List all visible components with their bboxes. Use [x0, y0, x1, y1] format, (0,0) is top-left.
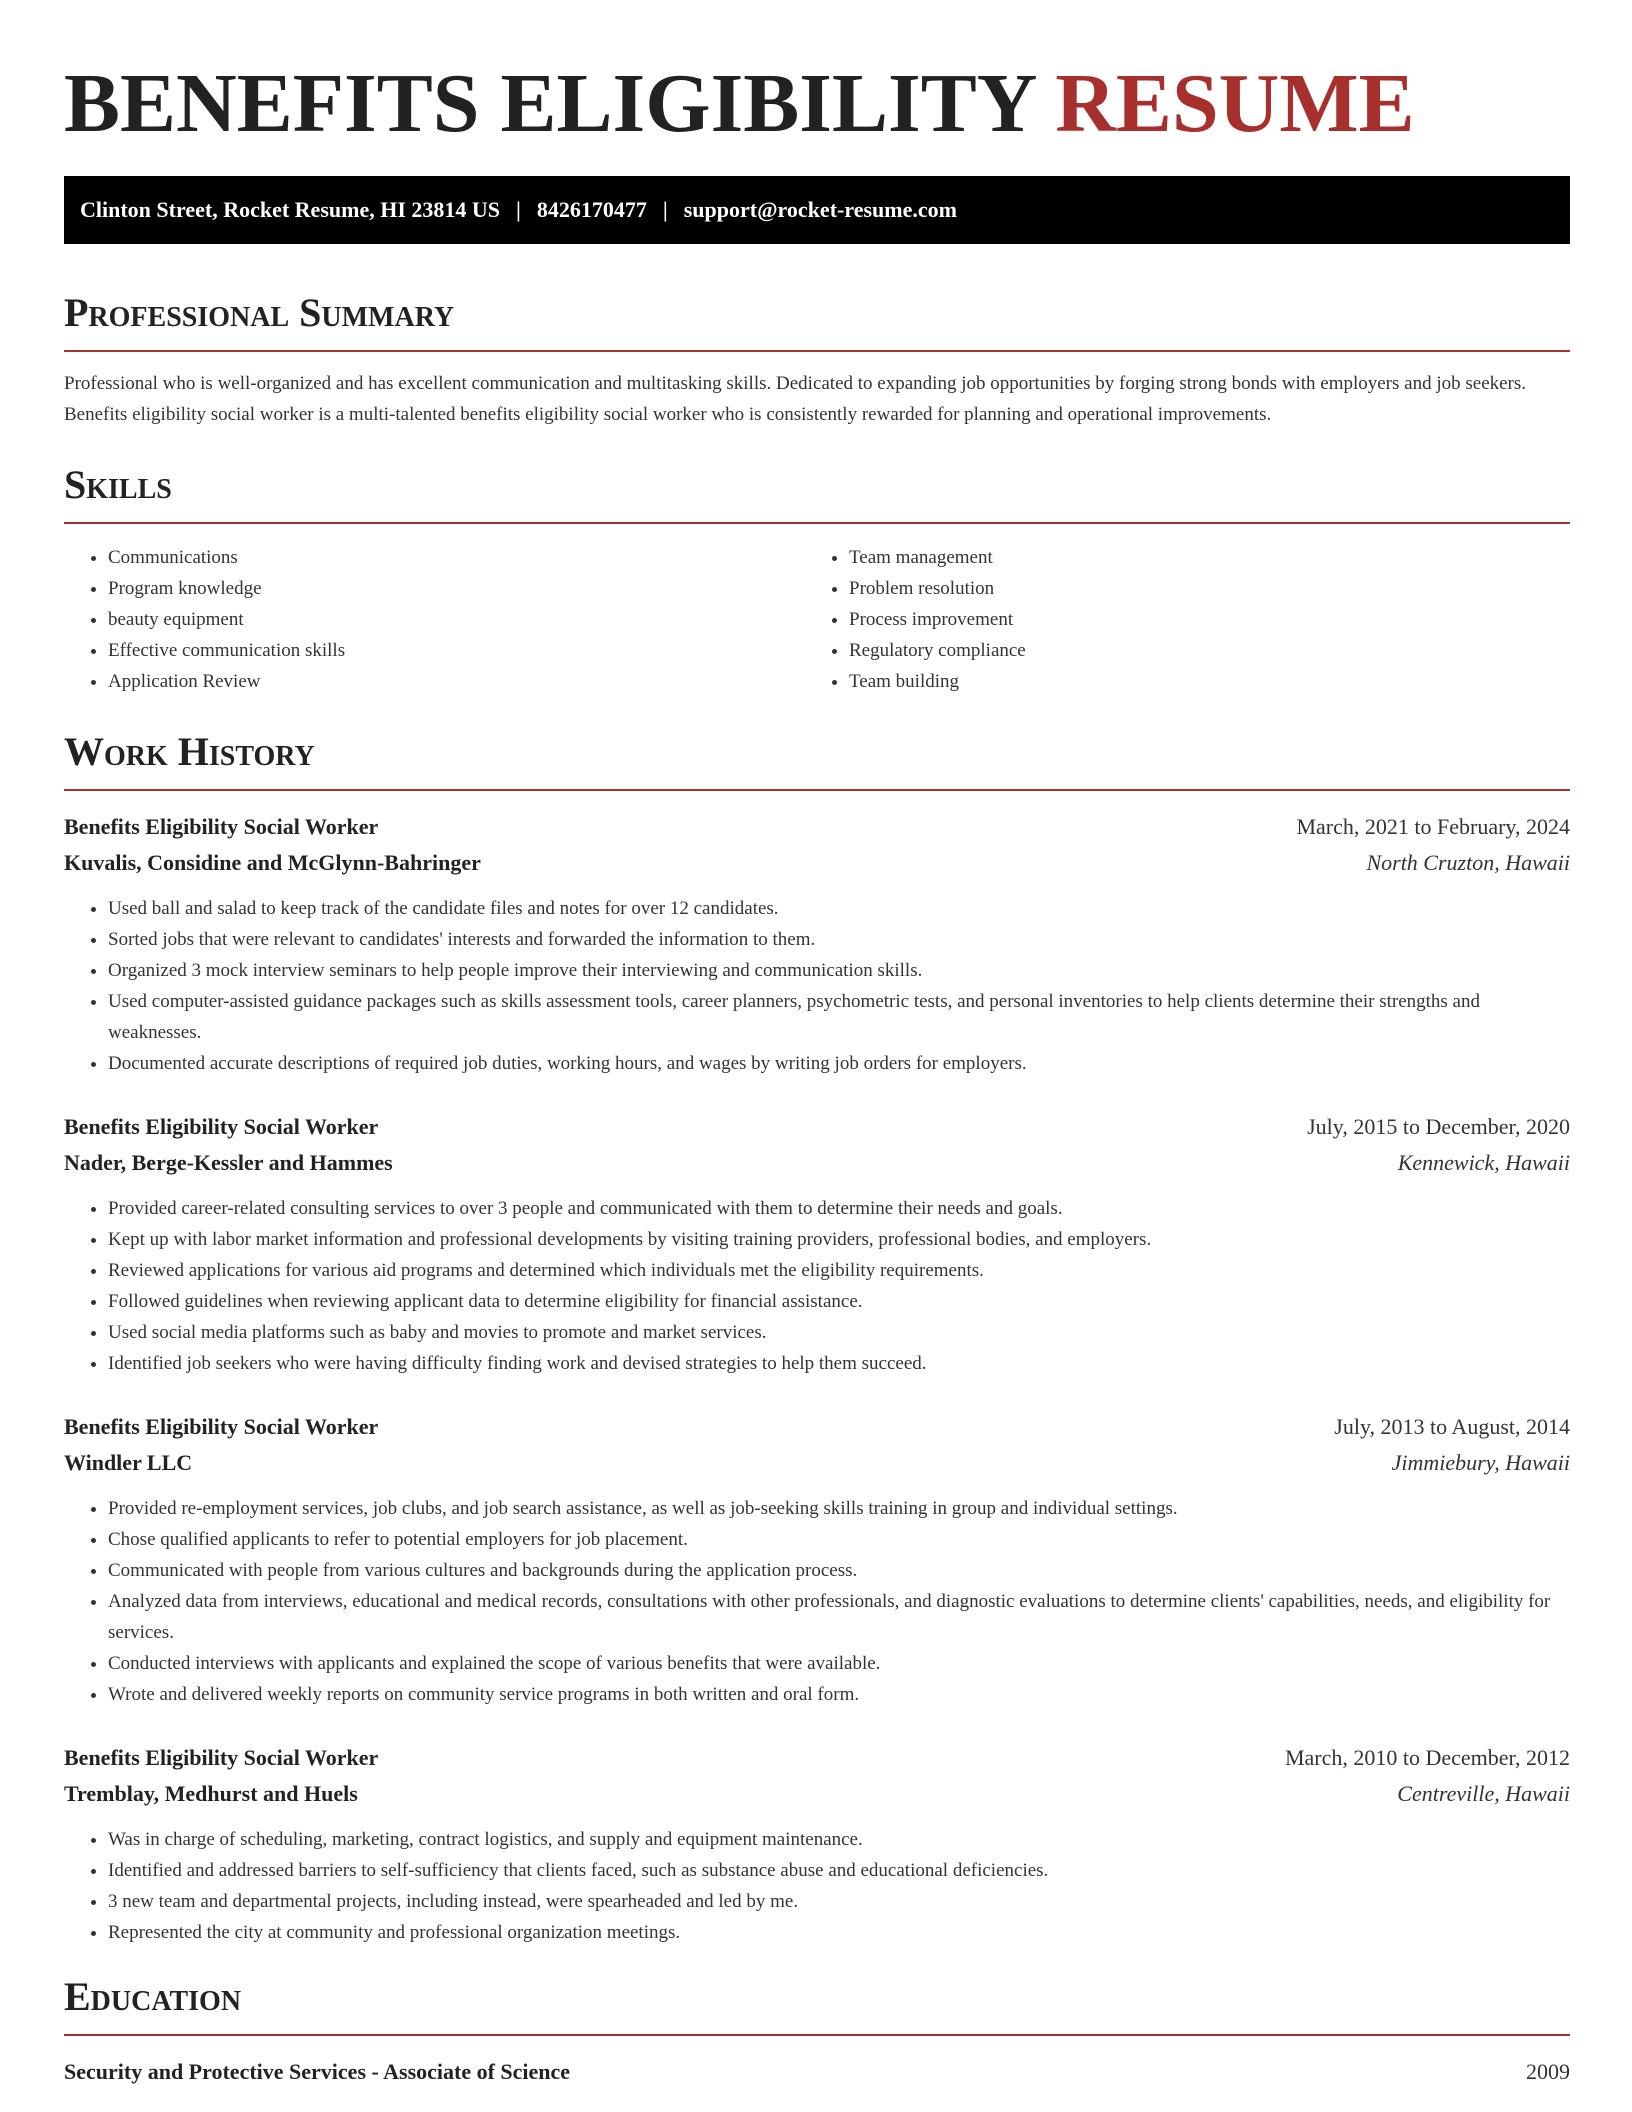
job-title: Benefits Eligibility Social Worker — [64, 1414, 379, 1439]
job-bullet: • Analyzed data from interviews, educational and medical records, consultations with other professionals, and diagnostic evaluations to determine clients' capabilities, needs, and eligibility for services. — [108, 1586, 1570, 1648]
job-company: Nader, Berge-Kessler and Hammes — [64, 1150, 393, 1175]
contact-email: support@rocket-resume.com — [683, 197, 957, 222]
education-heading: Education — [64, 1974, 242, 2019]
resume-title — [64, 54, 1570, 154]
education-degree: Security and Protective Services - Associate of Science — [64, 2059, 571, 2084]
job-bullet: • Provided re-employment services, job clubs, and job search assistance, as well as job-seeking skills training in group and individual settings. — [108, 1493, 1570, 1524]
job-bullet: • Wrote and delivered weekly reports on community service programs in both written and oral form. — [108, 1679, 1570, 1710]
section-divider — [64, 2034, 1570, 2036]
job-dates: July, 2015 to December, 2020 — [1307, 1114, 1570, 1139]
job-bullet: • Followed guidelines when reviewing applicant data to determine eligibility for financial assistance. — [108, 1286, 1570, 1317]
job-bullet: • 3 new team and departmental projects, including instead, were spearheaded and led by me. — [108, 1886, 1570, 1917]
summary-heading: Professional Summary — [64, 290, 455, 335]
work-history-section — [64, 727, 1570, 1948]
job-bullet: • Documented accurate descriptions of required job duties, working hours, and wages by writing job orders for employers. — [108, 1048, 1570, 1079]
job-location: Jimmiebury, Hawaii — [1391, 1450, 1570, 1475]
job-company-row — [64, 1776, 1570, 1812]
job-title: Benefits Eligibility Social Worker — [64, 814, 379, 839]
contact-separator: | — [662, 197, 668, 222]
section-divider — [64, 789, 1570, 791]
job-company: Tremblay, Medhurst and Huels — [64, 1781, 358, 1806]
job-bullet: • Identified job seekers who were having difficulty finding work and devised strategies to help them succeed. — [108, 1348, 1570, 1379]
job-title: Benefits Eligibility Social Worker — [64, 1114, 379, 1139]
skill-item: • Communications — [108, 542, 805, 573]
skill-item: • Program knowledge — [108, 573, 805, 604]
job-dates: July, 2013 to August, 2014 — [1334, 1414, 1570, 1439]
contact-separator: | — [516, 197, 521, 222]
title-main: BENEFITS ELIGIBILITY — [64, 57, 1035, 150]
job-location: Kennewick, Hawaii — [1397, 1150, 1570, 1175]
job-dates: March, 2010 to December, 2012 — [1284, 1745, 1570, 1770]
contact-phone: 8426170477 — [536, 197, 647, 222]
summary-section — [64, 288, 1570, 430]
skills-list-left — [64, 542, 805, 697]
job-bullets — [64, 1493, 1570, 1710]
job-bullet: • Chose qualified applicants to refer to potential employers for job placement. — [108, 1524, 1570, 1555]
skills-heading: Skills — [64, 462, 172, 507]
job-title: Benefits Eligibility Social Worker — [64, 1745, 379, 1770]
job-bullet: • Sorted jobs that were relevant to candidates' interests and forwarded the information to them. — [108, 924, 1570, 955]
job-company: Windler LLC — [64, 1450, 193, 1475]
job-company: Kuvalis, Considine and McGlynn-Bahringer — [64, 850, 481, 875]
work-history-heading: Work History — [64, 729, 315, 774]
contact-bar — [64, 176, 1570, 244]
job-bullet: • Reviewed applications for various aid programs and determined which individuals met the eligibility requirements. — [108, 1255, 1570, 1286]
skill-item: • Team building — [849, 666, 1546, 697]
job-company-row — [64, 845, 1570, 881]
job-header-row — [64, 1409, 1570, 1445]
job-entry — [64, 1109, 1570, 1379]
job-bullet: • Conducted interviews with applicants and explained the scope of various benefits that were available. — [108, 1648, 1570, 1679]
skill-item: • Team management — [849, 542, 1546, 573]
job-bullets — [64, 1193, 1570, 1379]
job-bullet: • Identified and addressed barriers to self-sufficiency that clients faced, such as substance abuse and educational deficiencies. — [108, 1855, 1570, 1886]
skill-item: • Process improvement — [849, 604, 1546, 635]
job-entry — [64, 1409, 1570, 1710]
job-bullet: • Communicated with people from various cultures and backgrounds during the application process. — [108, 1555, 1570, 1586]
skill-item: • beauty equipment — [108, 604, 805, 635]
summary-text: Professional who is well-organized and has excellent communication and multitasking skills. Dedicated to expanding job opportunities by forging strong bonds with employers and job seekers. Benefits eligibility social worker is a multi-talented benefits eligibility social worker who is consistently rewarded for planning and operational improvements. — [64, 373, 1527, 425]
contact-address: Clinton Street, Rocket Resume, HI 23814 US — [80, 197, 501, 222]
job-bullet: • Organized 3 mock interview seminars to help people improve their interviewing and communication skills. — [108, 955, 1570, 986]
job-company-row — [64, 1445, 1570, 1481]
section-divider — [64, 522, 1570, 524]
job-bullets — [64, 1824, 1570, 1948]
job-dates: March, 2021 to February, 2024 — [1296, 814, 1570, 839]
job-bullet: • Represented the city at community and professional organization meetings. — [108, 1917, 1570, 1948]
job-location: Centreville, Hawaii — [1397, 1781, 1570, 1806]
job-bullet: • Used social media platforms such as baby and movies to promote and market services. — [108, 1317, 1570, 1348]
section-divider — [64, 350, 1570, 352]
job-bullet: • Used computer-assisted guidance packages such as skills assessment tools, career planners, psychometric tests, and personal inventories to help clients determine their strengths and weaknesses. — [108, 986, 1570, 1048]
education-section — [64, 1972, 1570, 2090]
job-location: North Cruzton, Hawaii — [1366, 850, 1570, 875]
job-bullet: • Provided career-related consulting services to over 3 people and communicated with them to determine their needs and goals. — [108, 1193, 1570, 1224]
resume-page — [64, 0, 1570, 2090]
education-year: 2009 — [1526, 2059, 1570, 2084]
skills-list-right — [805, 542, 1546, 697]
job-header-row — [64, 1740, 1570, 1776]
job-entry — [64, 1740, 1570, 1948]
job-bullet: • Was in charge of scheduling, marketing, contract logistics, and supply and equipment maintenance. — [108, 1824, 1570, 1855]
job-header-row — [64, 809, 1570, 845]
education-entry — [64, 2054, 1570, 2090]
job-header-row — [64, 1109, 1570, 1145]
skills-grid — [64, 542, 1570, 697]
skill-item: • Application Review — [108, 666, 805, 697]
job-entry — [64, 809, 1570, 1079]
job-bullet: • Kept up with labor market information and professional developments by visiting training providers, professional bodies, and employers. — [108, 1224, 1570, 1255]
job-company-row — [64, 1145, 1570, 1181]
title-accent: RESUME — [1055, 57, 1415, 150]
job-bullets — [64, 893, 1570, 1079]
skill-item: • Regulatory compliance — [849, 635, 1546, 666]
skill-item: • Problem resolution — [849, 573, 1546, 604]
skill-item: • Effective communication skills — [108, 635, 805, 666]
job-bullet: • Used ball and salad to keep track of the candidate files and notes for over 12 candidates. — [108, 893, 1570, 924]
skills-section — [64, 460, 1570, 697]
